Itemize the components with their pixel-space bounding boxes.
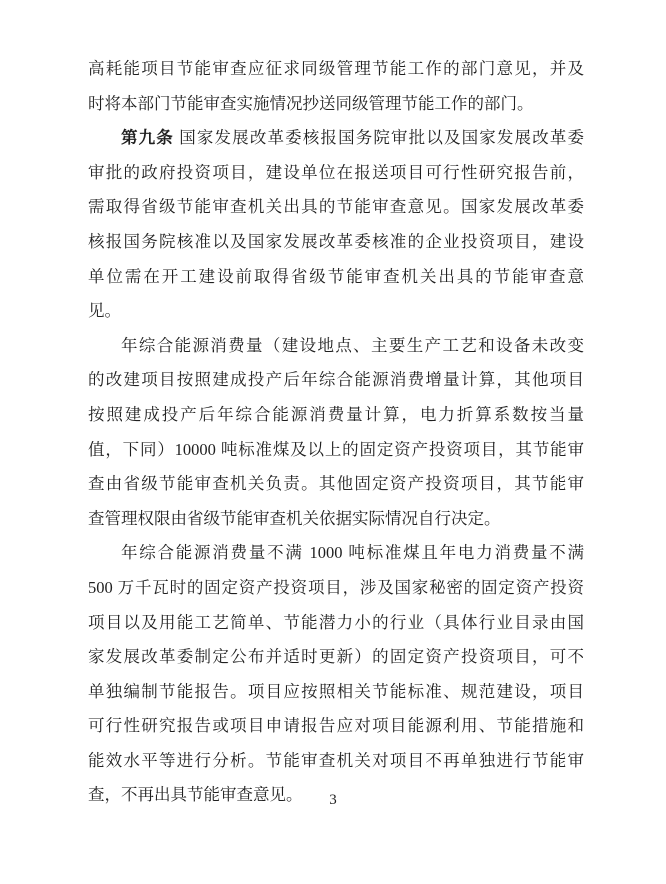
text-line: 项目以及用能工艺简单、节能潜力小的行业（具体行业目录由国 [88,612,584,632]
text-line: 核报国务院核准以及国家发展改革委核准的企业投资项目，建设 [88,231,584,251]
text-line: 年综合能源消费量（建设地点、主要生产工艺和设备未改变 [121,335,584,355]
text-line: 审批的政府投资项目，建设单位在报送项目可行性研究报告前， [88,162,584,182]
text-line: 能效水平等进行分析。节能审查机关对项目不再单独进行节能审 [88,750,584,770]
text-line: 家发展改革委制定公布并适时更新）的固定资产投资项目，可不 [88,647,584,667]
text-line: 年综合能源消费量不满 1000 吨标准煤且年电力消费量不满 [121,543,584,563]
text-line: 查由省级节能审查机关负责。其他固定资产投资项目，其节能审 [88,474,584,494]
document-body [88,52,584,813]
article-number-heading: 第九条 [121,128,174,148]
text-line: 高耗能项目节能审查应征求同级管理节能工作的部门意见，并及 [88,59,584,78]
page-number: 3 [329,792,337,808]
text-line: 单位需在开工建设前取得省级节能审查机关出具的节能审查意 [88,266,584,286]
text-line: 的改建项目按照建成投产后年综合能源消费增量计算，其他项目 [88,370,584,390]
text-line: 见。 [88,301,121,321]
text-line: 500 万千瓦时的固定资产投资项目，涉及国家秘密的固定资产投资 [88,577,584,597]
text-line: 第九条 国家发展改革委核报国务院审批以及国家发展改革委 [121,128,585,148]
text-line: 查，不再出具节能审查意见。 [88,785,303,805]
text-line: 需取得省级节能审查机关出具的节能审查意见。国家发展改革委 [88,197,584,217]
text-line: 单独编制节能报告。项目应按照相关节能标准、规范建设，项目 [88,681,584,701]
text-line: 值，下同）10000 吨标准煤及以上的固定资产投资项目，其节能审 [88,439,584,459]
text-line: 可行性研究报告或项目申请报告应对项目能源利用、节能措施和 [88,716,584,736]
text-line: 时将本部门节能审查实施情况抄送同级管理节能工作的部门。 [88,93,534,113]
text-line: 查管理权限由省级节能审查机关依据实际情况自行决定。 [88,508,501,528]
text-line: 按照建成投产后年综合能源消费量计算，电力折算系数按当量 [88,404,584,424]
